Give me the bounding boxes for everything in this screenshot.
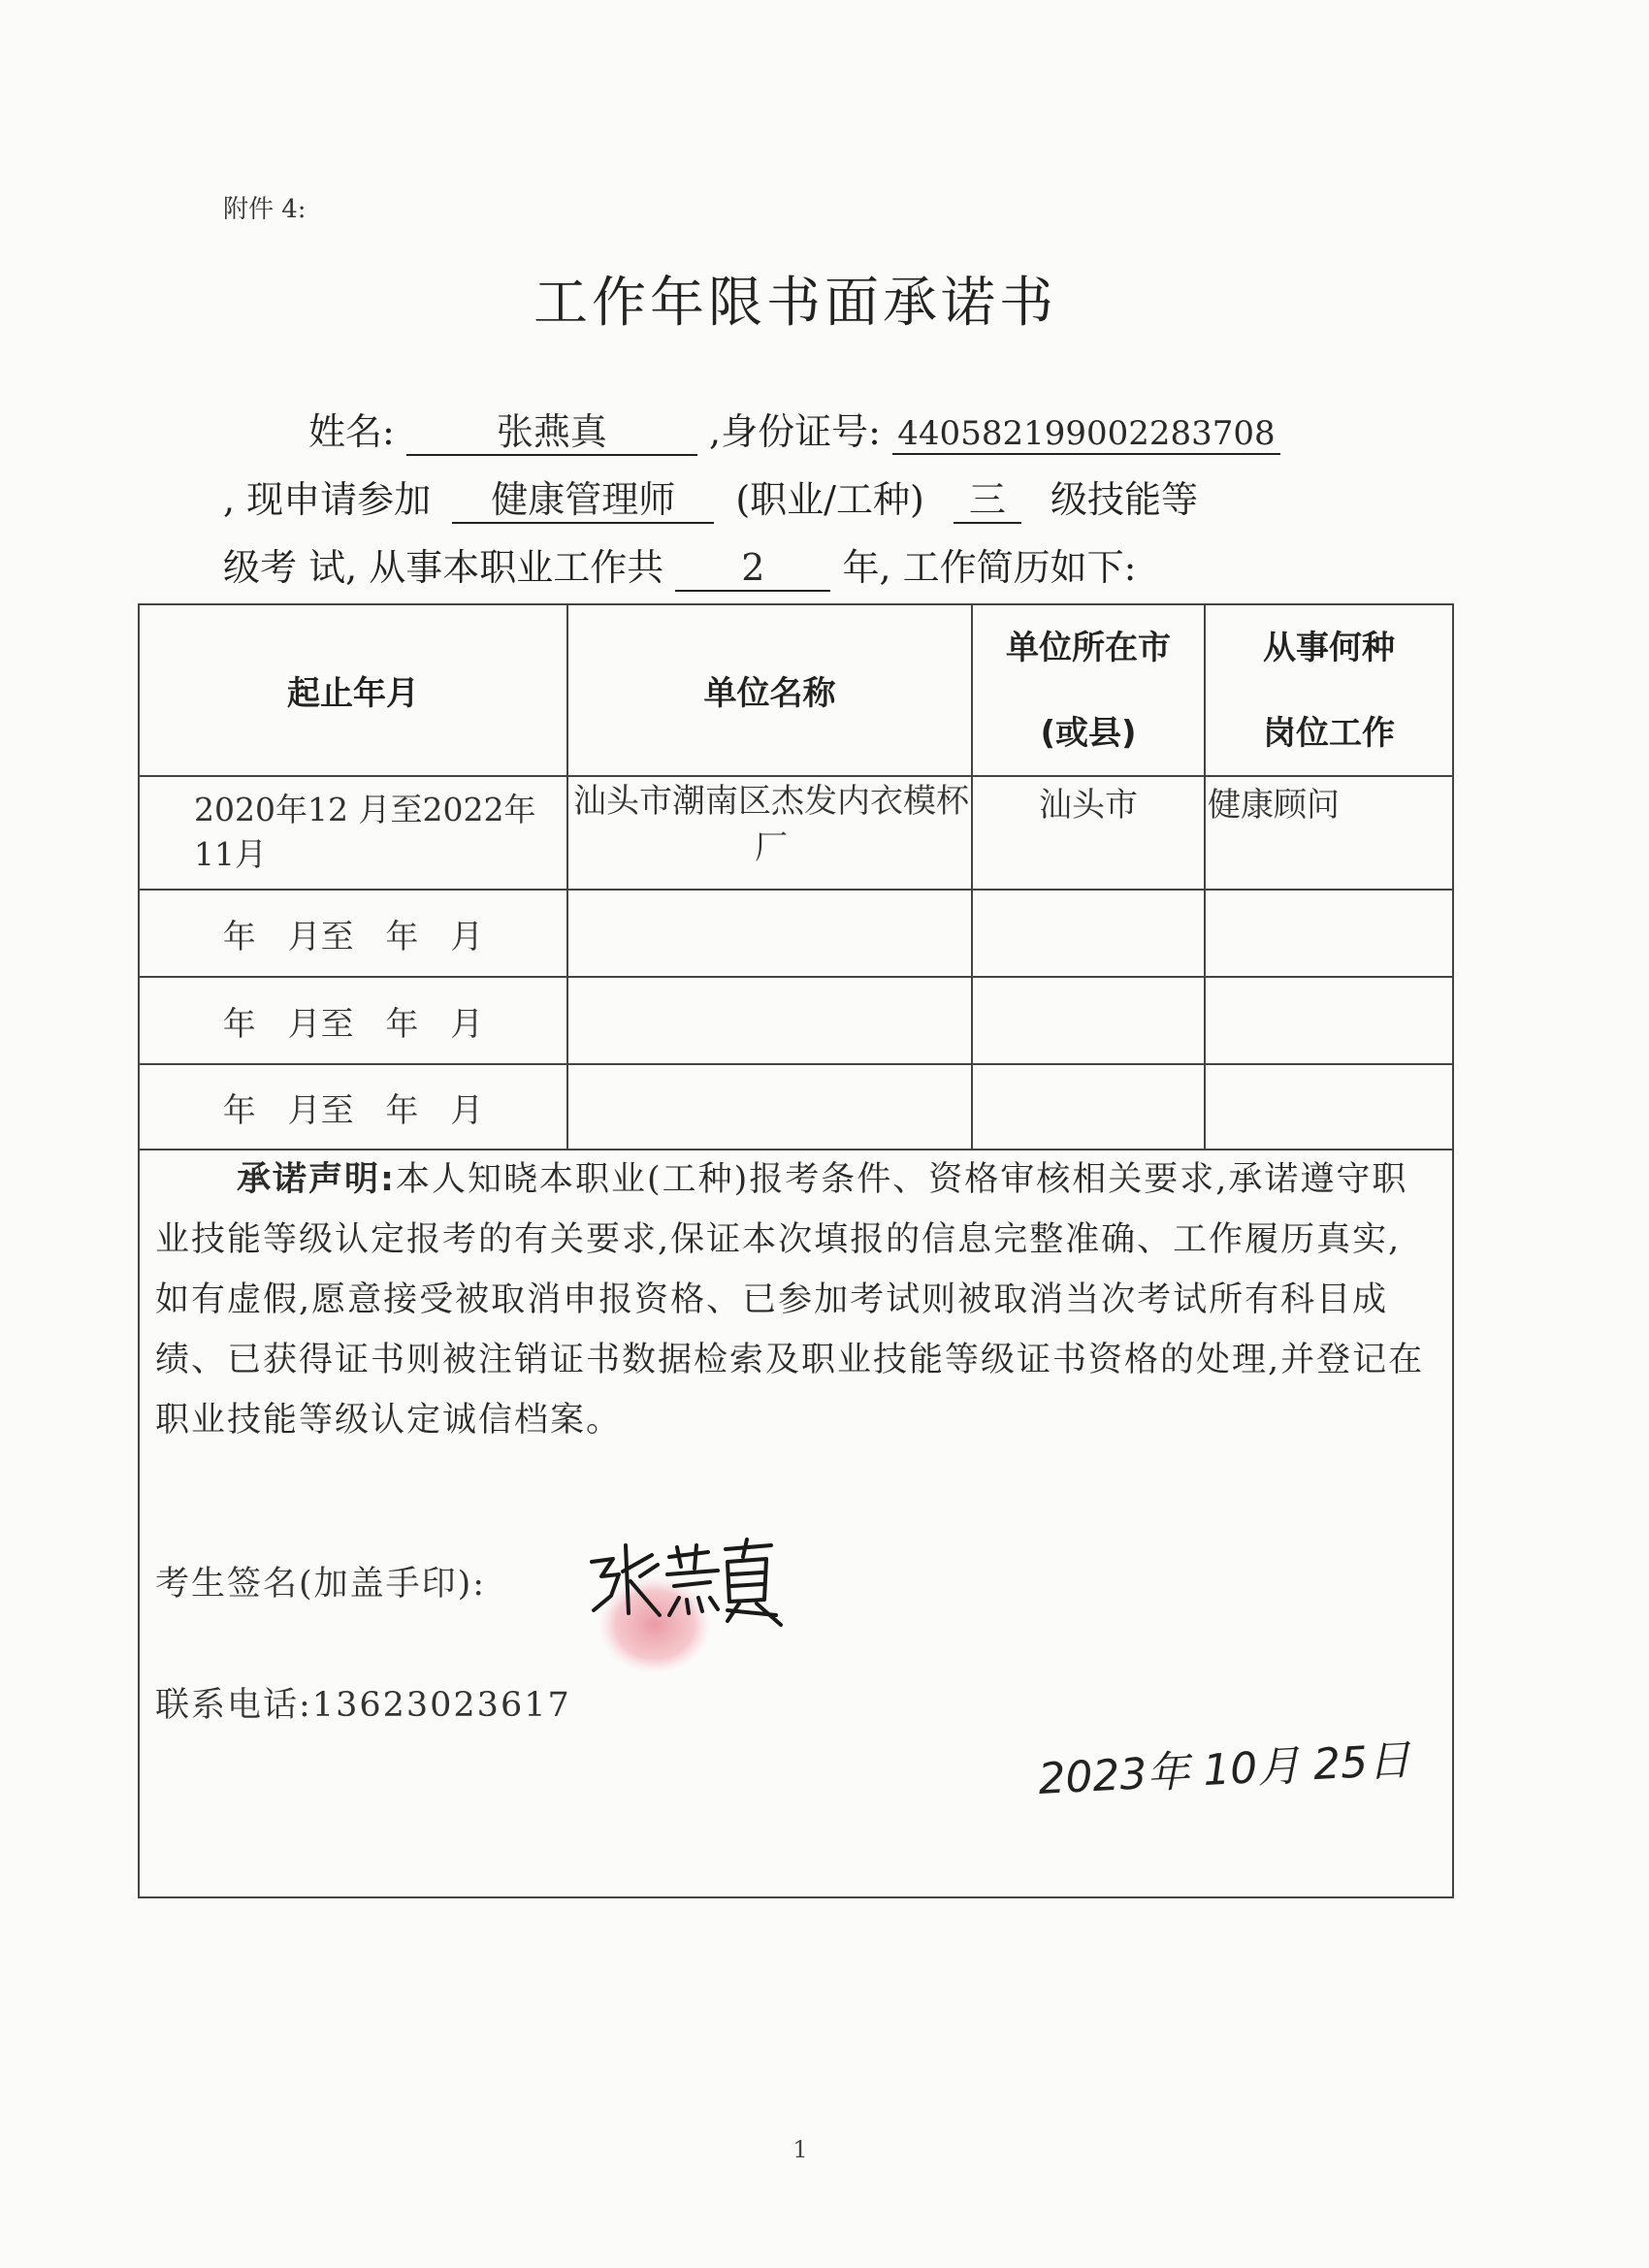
row-1-position: 健康顾问 [1208, 786, 1340, 825]
thumbprint [598, 1576, 711, 1673]
row-4-period: 年 月至 年 月 [222, 1090, 484, 1130]
header-period: 起止年月 [287, 674, 419, 713]
id-label: ,身份证号: [709, 410, 881, 453]
header-position [1205, 604, 1453, 776]
statement-label: 承诺声明: [237, 1160, 396, 1199]
occupation-suffix: (职业/工种) [735, 478, 924, 521]
header-city [972, 604, 1205, 776]
statement-paragraph [155, 1150, 1432, 1450]
header-employer: 单位名称 [703, 674, 836, 713]
header-city-line1: 单位所在市 [1006, 628, 1171, 667]
page-number: 1 [792, 2136, 808, 2163]
row-2-period: 年 月至 年 月 [222, 917, 484, 956]
signature-label: 考生签名(加盖手印): [155, 1565, 487, 1604]
phone-value: 13623023617 [311, 1686, 571, 1725]
contact-line [155, 1678, 571, 1727]
name-value: 张燕真 [406, 411, 697, 456]
phone-label: 联系电话: [155, 1686, 312, 1725]
row-1-period: 2020年12 月至2022年11月 [194, 791, 536, 873]
years-suffix: 年, 工作简历如下: [842, 546, 1137, 589]
statement-text: 本人知晓本职业(工种)报考条件、资格审核相关要求,承诺遵守职业技能等级认定报考的有关要求,保证本次填报的信息完整准确、工作履历真实,如有虚假,愿意接受被取消申报资格、已参加考试则被取消当次考试所有科目成绩、已获得证书则被注销证书数据检索及职业技能等级证书资格的处理,并登记在职业技能等级认定诚信档案。 [155, 1160, 1425, 1440]
header-city-line2: (或县) [1040, 713, 1137, 753]
row-3-period: 年 月至 年 月 [222, 1004, 484, 1044]
exam-prefix: 级考 试, 从事本职业工作共 [223, 546, 664, 589]
row-1-employer: 汕头市潮南区杰发内衣模杯厂 [573, 782, 969, 867]
attachment-label: 附件 4: [223, 195, 307, 224]
years-value: 2 [675, 547, 830, 592]
header-position-line1: 从事何种 [1263, 628, 1395, 667]
row-1-city: 汕头市 [1039, 786, 1138, 825]
apply-prefix: , 现申请参加 [223, 478, 432, 521]
header-position-line2: 岗位工作 [1263, 713, 1395, 753]
thumbprint-and-signature [572, 1518, 805, 1683]
name-label: 姓名: [308, 410, 395, 453]
handwritten-date: 2023年 10月 25日 [1037, 1734, 1412, 1805]
level-suffix: 级技能等 [1051, 478, 1199, 521]
occupation-value: 健康管理师 [452, 479, 714, 524]
level-value: 三 [954, 479, 1021, 524]
document-title: 工作年限书面承诺书 [534, 272, 1057, 335]
id-value: 440582199002283708 [892, 415, 1280, 455]
